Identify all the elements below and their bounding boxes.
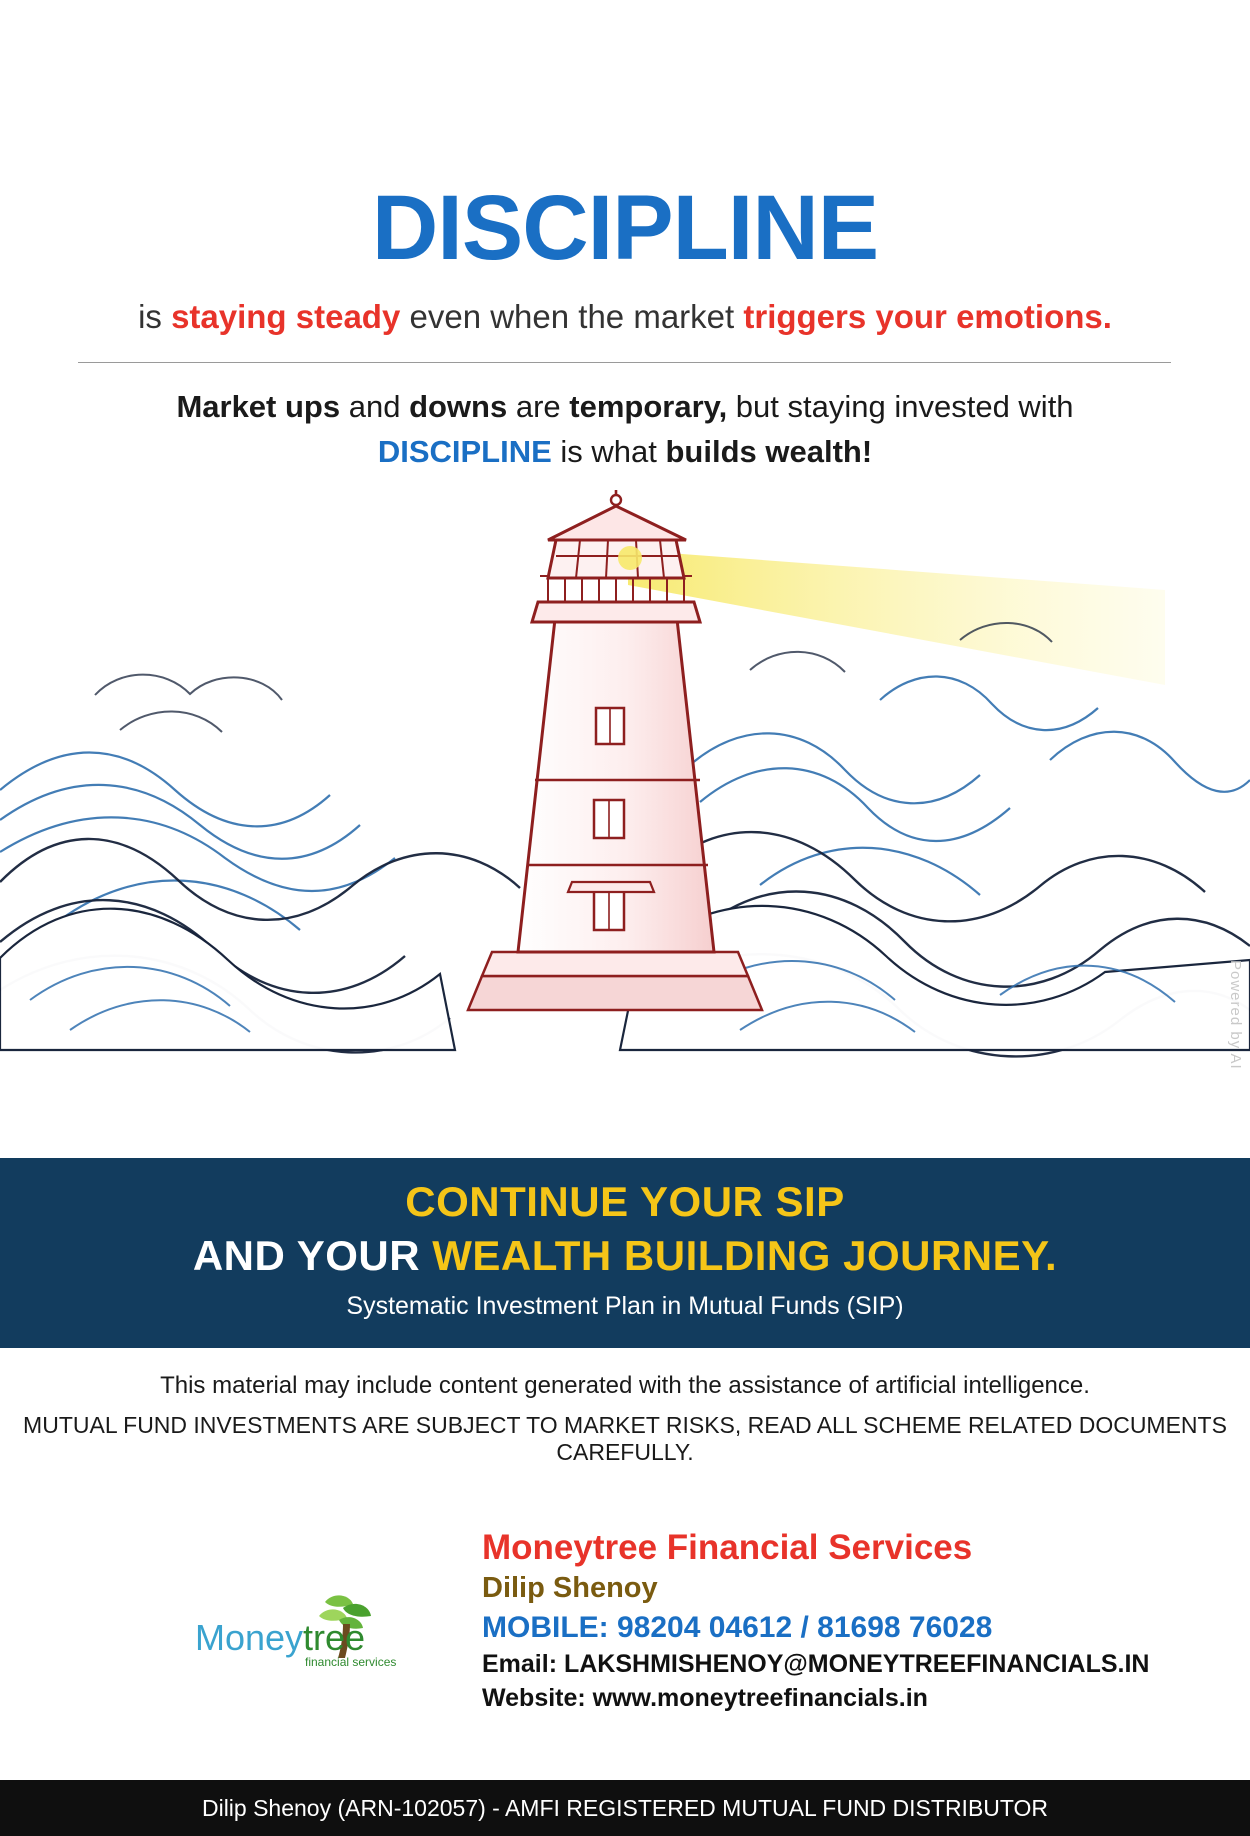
mobile-numbers[interactable]: MOBILE: 98204 04612 / 81698 76028 <box>482 1611 993 1645</box>
ai-disclaimer: This material may include content generated with the assistance of artificial intelligence. <box>160 1372 1090 1399</box>
advisor-name: Dilip Shenoy <box>482 1572 658 1605</box>
lighthouse-illustration <box>0 490 1250 1160</box>
svg-text:tree: tree <box>303 1617 366 1658</box>
website-url[interactable]: Website: www.moneytreefinancials.in <box>482 1684 928 1713</box>
para-bold-3: temporary, <box>569 389 728 424</box>
cta-subtitle: Systematic Investment Plan in Mutual Funds (SIP) <box>346 1292 904 1320</box>
divider <box>78 362 1171 363</box>
cta-line-2 <box>0 1232 1250 1280</box>
para-bold-1: Market ups <box>176 389 341 424</box>
footer-bar <box>0 1780 1250 1836</box>
email-address[interactable]: Email: LAKSHMISHENOY@MONEYTREEFINANCIALS.IN <box>482 1650 1150 1679</box>
headline-block <box>0 177 1250 337</box>
subtitle-prefix: is <box>138 298 172 335</box>
para-text-3: but staying invested with <box>727 389 1074 424</box>
subtitle-middle: even when the market <box>400 298 744 335</box>
para-bold-2: downs <box>409 389 508 424</box>
moneytree-logo <box>193 1592 401 1676</box>
cta-line-2-highlight: WEALTH BUILDING JOURNEY. <box>432 1232 1058 1279</box>
svg-text:financial services: financial services <box>305 1655 397 1669</box>
contact-block <box>482 1528 1202 1715</box>
para-bold-5: builds wealth! <box>665 433 873 469</box>
supporting-paragraph <box>80 385 1170 475</box>
cta-line-1: CONTINUE YOUR SIP <box>405 1178 845 1225</box>
para-text-4: is what <box>551 433 666 469</box>
risk-disclaimer: MUTUAL FUND INVESTMENTS ARE SUBJECT TO MARKET RISKS, READ ALL SCHEME RELATED DOCUMENTS CAREFULLY. <box>23 1412 1227 1465</box>
subtitle-bold-2: triggers your emotions. <box>743 298 1112 335</box>
para-text-2: are <box>507 389 570 424</box>
cta-line-2-plain: AND YOUR <box>192 1232 433 1279</box>
headline-subtitle <box>0 296 1250 337</box>
para-bold-discipline: DISCIPLINE <box>377 433 552 469</box>
ai-watermark: Powered by AI <box>1227 960 1244 1070</box>
cta-banner <box>0 1158 1250 1348</box>
firm-name: Moneytree Financial Services <box>482 1528 973 1567</box>
footer-text: Dilip Shenoy (ARN-102057) - AMFI REGISTERED MUTUAL FUND DISTRIBUTOR <box>201 1794 1049 1821</box>
svg-text:Money: Money <box>195 1617 304 1658</box>
page-title: DISCIPLINE <box>371 177 879 279</box>
para-text-1: and <box>340 389 410 424</box>
subtitle-bold-1: staying steady <box>171 298 401 335</box>
